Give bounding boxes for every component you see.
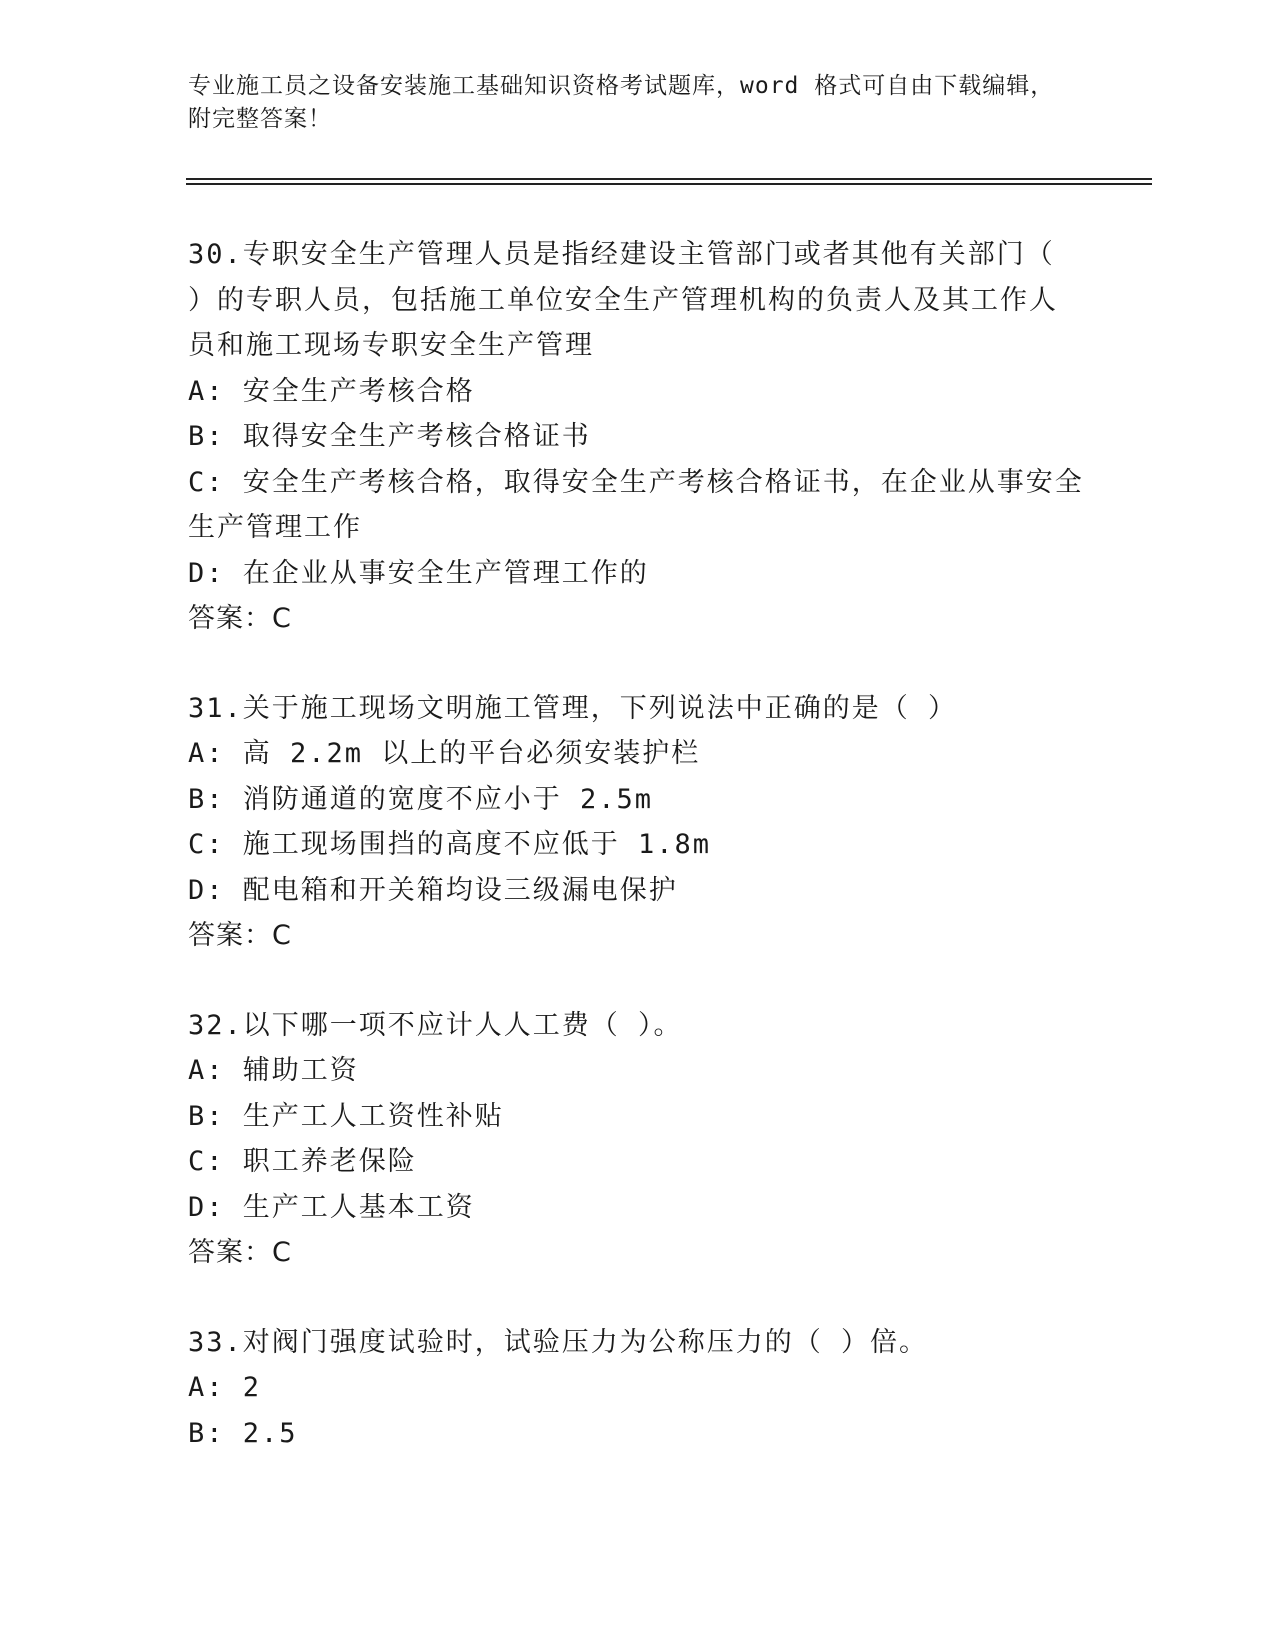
- header-line-1: 专业施工员之设备安装施工基础知识资格考试题库，word 格式可自由下载编辑，: [188, 73, 1055, 99]
- header-line-2: 附完整答案！: [188, 106, 332, 132]
- question-stem-line: ）的专职人员，包括施工单位安全生产管理机构的负责人及其工作人: [188, 284, 1058, 316]
- question-33: [188, 1320, 1088, 1457]
- header-divider-top: [186, 178, 1152, 180]
- question-list: [188, 232, 1088, 1500]
- option-c-continued: 生产管理工作: [188, 512, 362, 543]
- header-divider-bottom: [186, 183, 1152, 185]
- answer: 答案：C: [188, 1237, 292, 1268]
- question-stem-line: 30.专职安全生产管理人员是指经建设主管部门或者其他有关部门（: [188, 239, 1055, 270]
- option-a: A: 安全生产考核合格: [188, 375, 475, 407]
- option-b: B: 取得安全生产考核合格证书: [188, 421, 591, 452]
- option-d: D: 生产工人基本工资: [188, 1191, 475, 1223]
- question-31: [188, 686, 1088, 959]
- question-stem-line: 32.以下哪一项不应计人人工费（ ）。: [188, 1009, 683, 1041]
- option-d: D: 在企业从事安全生产管理工作的: [188, 557, 649, 589]
- answer: 答案：C: [188, 920, 292, 951]
- option-b: B: 消防通道的宽度不应小于 2.5m: [188, 783, 654, 815]
- question-stem-line: 31.关于施工现场文明施工管理，下列说法中正确的是（ ）: [188, 692, 958, 724]
- option-c: C: 职工养老保险: [188, 1146, 417, 1177]
- question-stem-line: 员和施工现场专职安全生产管理: [188, 330, 594, 361]
- option-c: C: 施工现场围挡的高度不应低于 1.8m: [188, 829, 712, 860]
- answer: 答案：C: [188, 603, 292, 634]
- option-a: A: 2: [188, 1372, 262, 1403]
- option-a: A: 高 2.2m 以上的平台必须安装护栏: [188, 738, 701, 769]
- question-32: [188, 1003, 1088, 1276]
- option-a: A: 辅助工资: [188, 1055, 359, 1086]
- option-b: B: 2.5: [188, 1417, 298, 1449]
- question-30: [188, 232, 1088, 642]
- option-c: C: 安全生产考核合格，取得安全生产考核合格证书，在企业从事安全: [188, 466, 1084, 498]
- option-d: D: 配电箱和开关箱均设三级漏电保护: [188, 874, 678, 906]
- option-b: B: 生产工人工资性补贴: [188, 1100, 504, 1132]
- question-stem-line: 33.对阀门强度试验时，试验压力为公称压力的（ ）倍。: [188, 1326, 929, 1358]
- document-header: [188, 70, 1068, 136]
